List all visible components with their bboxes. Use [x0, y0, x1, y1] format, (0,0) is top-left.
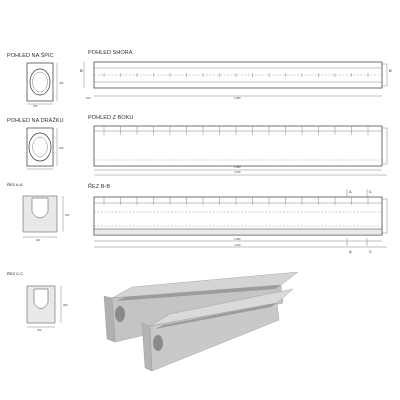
dim-spic-inner: 225 — [33, 105, 38, 108]
channel-3d-render — [104, 272, 298, 371]
dim-bb-inner: 3 980 — [234, 238, 241, 241]
dim-drazka-height: 400 — [59, 147, 64, 150]
view-title-rez-bb: ŘEZ B-B — [88, 184, 111, 190]
dim-aa-height: 300 — [65, 214, 70, 217]
section-mark-a-bottom: A — [349, 249, 352, 254]
view-title-rez-cc: ŘEZ C-C — [7, 271, 24, 276]
side-view-grate-openings — [104, 126, 368, 135]
dim-spic-height: 400 — [59, 82, 64, 85]
view-title-drazku: POHLED NA DRÁŽKU — [7, 118, 64, 124]
dim-top-end: 100 — [86, 97, 91, 100]
view-title-rez-aa: ŘEZ A-A — [7, 182, 23, 187]
dim-cc-height: 300 — [63, 304, 68, 307]
spic-end-view — [27, 63, 57, 104]
section-mark-b-left: B — [80, 68, 83, 73]
drazka-end-view — [27, 128, 57, 169]
dim-side-total: 4 040 — [234, 171, 241, 174]
section-mark-c-top: C — [369, 189, 372, 194]
view-title-spic: POHLED NA ŠPIC — [7, 53, 54, 59]
section-aa — [23, 196, 63, 237]
dim-top-length: 3 980 — [234, 97, 241, 100]
dim-cc-width: 400 — [37, 329, 42, 332]
section-bb — [94, 189, 387, 247]
side-view — [94, 126, 387, 175]
section-cc — [27, 286, 61, 327]
view-title-shora: POHLED SHORA — [88, 50, 133, 56]
view-title-boku: POHLED Z BOKU — [88, 115, 134, 121]
dim-bb-total: 4 040 — [234, 244, 241, 247]
section-bb-grate-openings — [104, 197, 368, 205]
dim-side-inner: 3 980 — [234, 166, 241, 169]
top-view — [84, 62, 387, 96]
section-mark-a-top: A — [349, 189, 352, 194]
dim-aa-width: 400 — [36, 239, 41, 242]
section-mark-b-right: B — [389, 68, 392, 73]
section-mark-c-bottom: C — [369, 249, 372, 254]
